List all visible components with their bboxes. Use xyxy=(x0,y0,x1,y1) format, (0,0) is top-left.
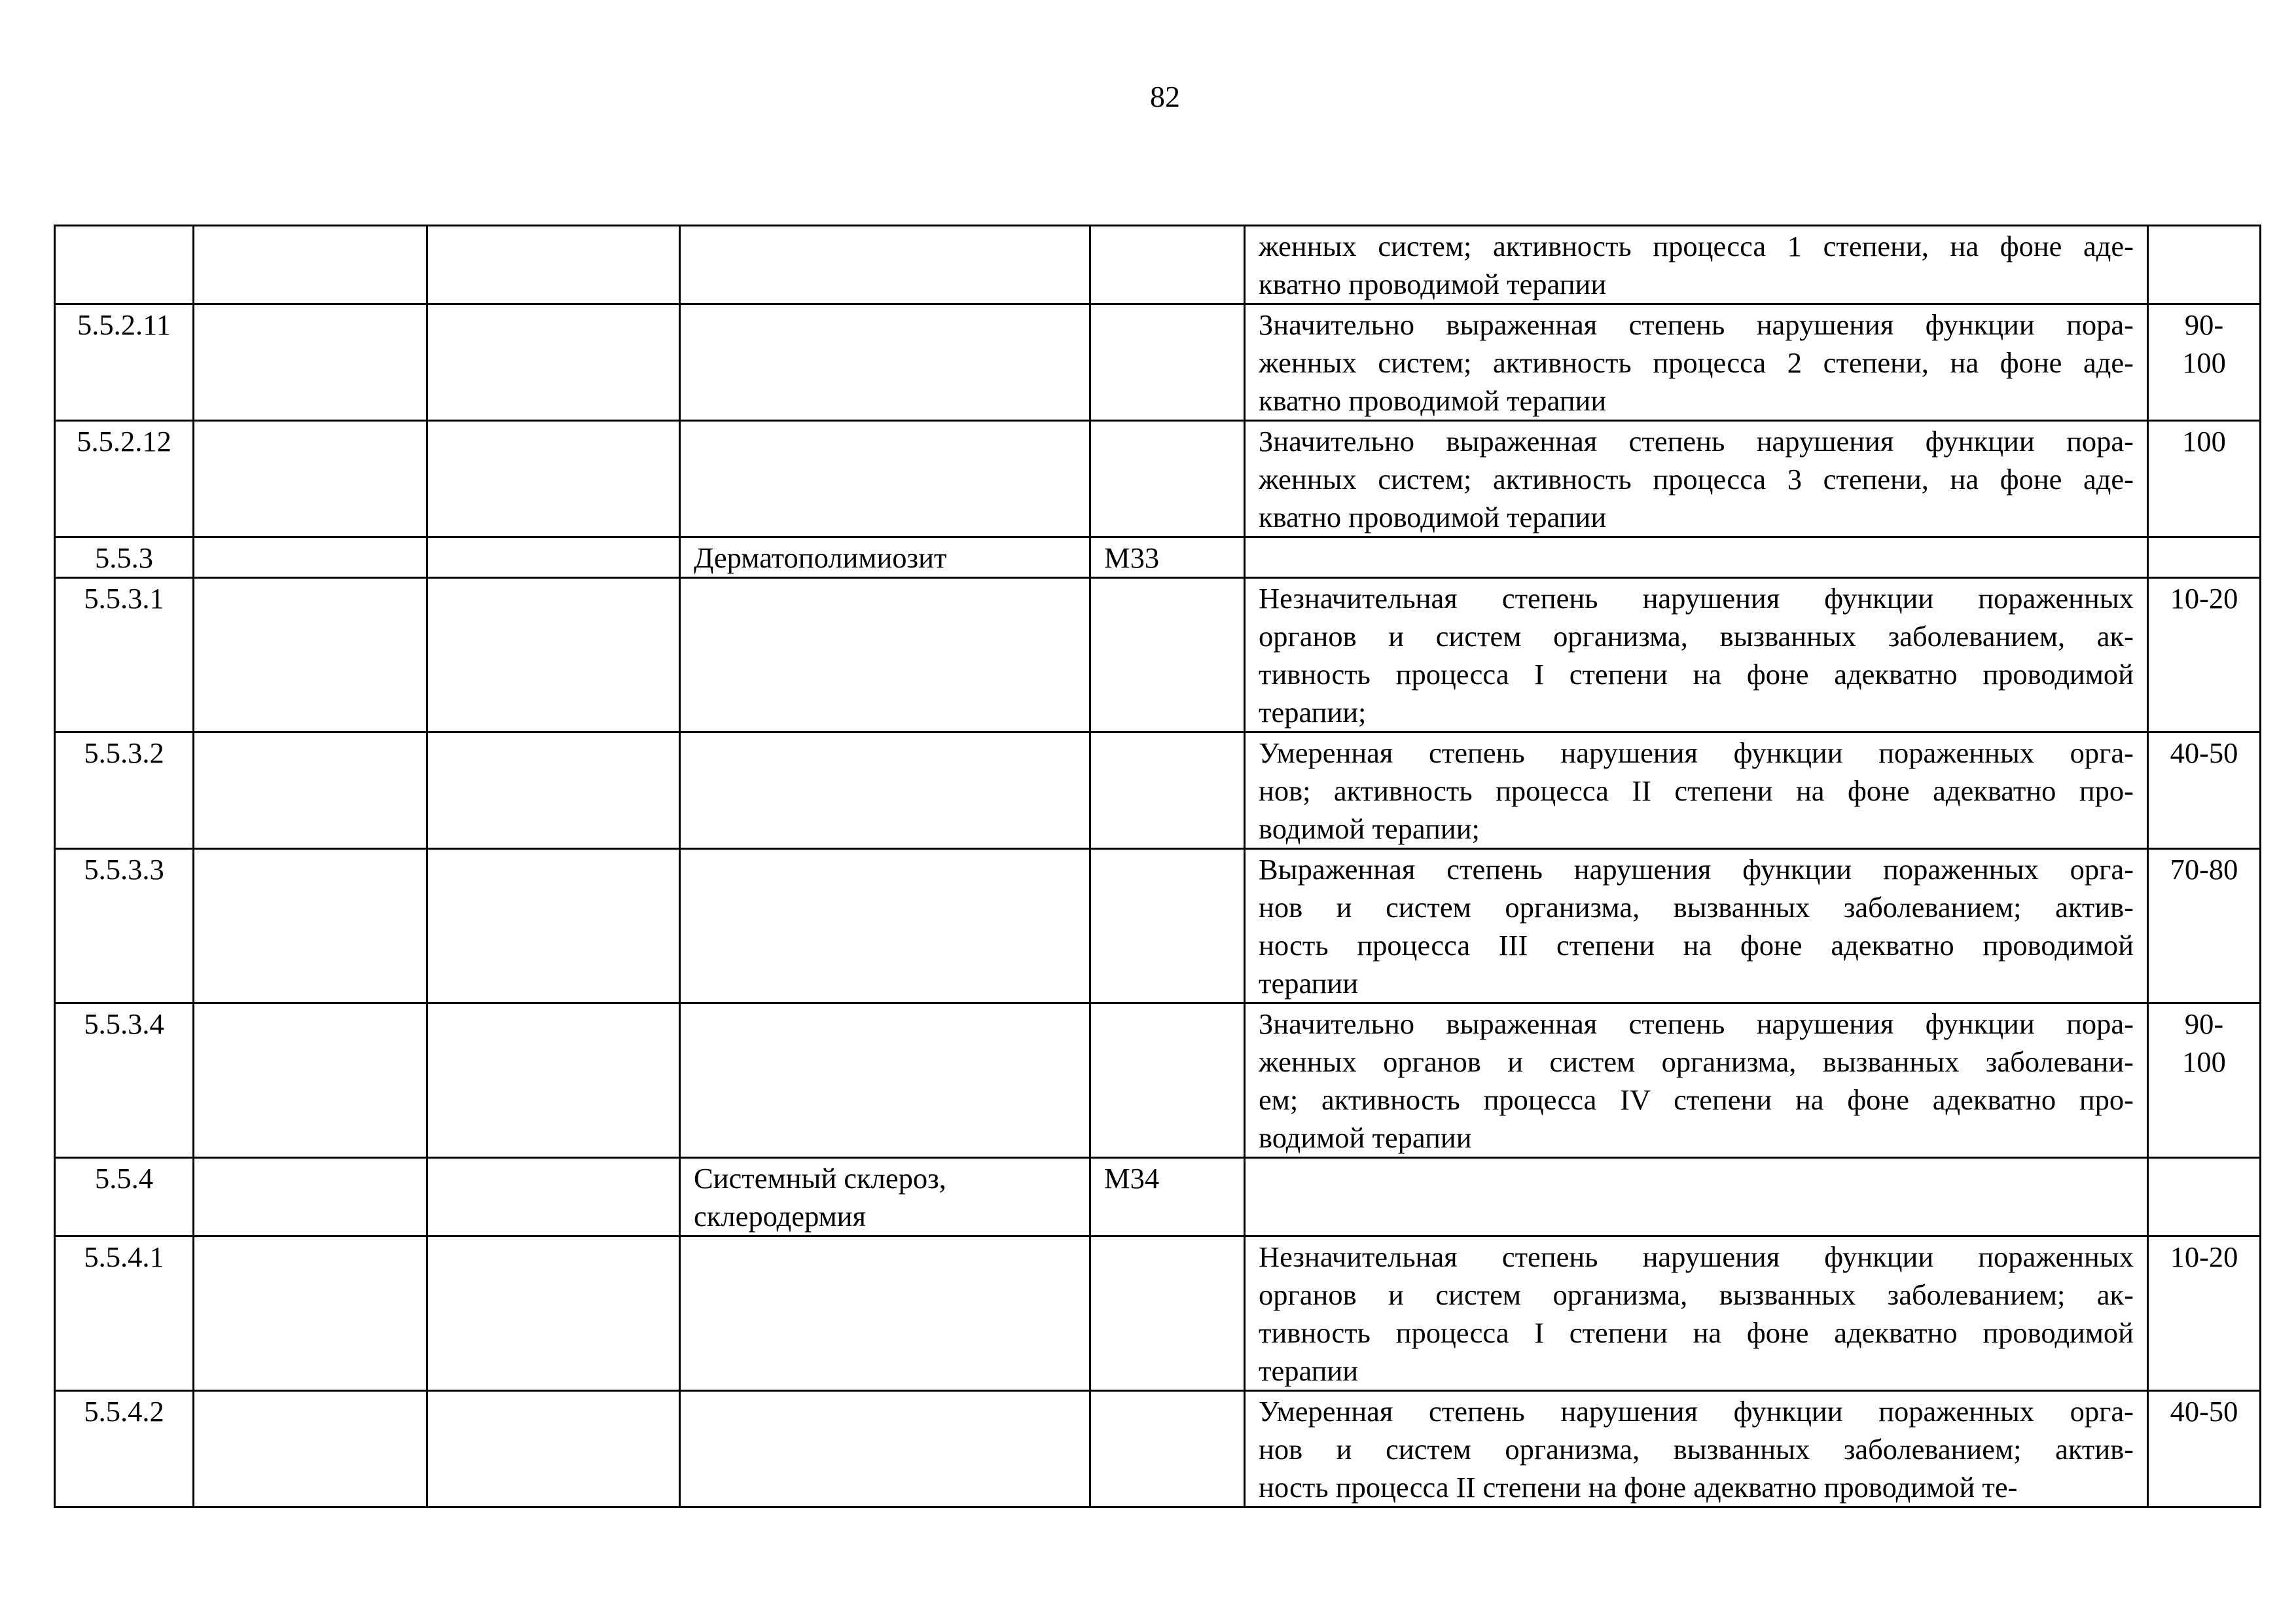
impairment-description-cell xyxy=(1245,578,2148,732)
item-code-cell: 5.5.4.2 xyxy=(55,1391,194,1507)
icd-code-cell xyxy=(1090,1003,1245,1158)
percentage-cell xyxy=(2148,1236,2261,1391)
icd-code-cell xyxy=(1090,849,1245,1003)
desc-line: водимой терапии; xyxy=(1259,812,1480,845)
percentage-cell xyxy=(2148,537,2261,578)
item-code-cell: 5.5.2.11 xyxy=(55,304,194,421)
desc-line: терапии; xyxy=(1259,696,1367,729)
impairment-description-cell xyxy=(1245,1236,2148,1391)
pct-line: 90- xyxy=(2184,1007,2224,1040)
empty-cell xyxy=(194,304,427,421)
empty-cell xyxy=(194,578,427,732)
desc-line: ность процесса II степени на фоне адекватно проводимой те- xyxy=(1259,1471,2018,1504)
desc-line: ем; активность процесса IV степени на фоне адекватно про- xyxy=(1259,1083,2134,1116)
pct-line: 10-20 xyxy=(2170,1240,2238,1273)
desc-line: органов и систем организма, вызванных заболеванием; ак- xyxy=(1259,1278,2134,1311)
impairment-description-cell xyxy=(1245,304,2148,421)
disease-name-cell xyxy=(680,537,1090,578)
percentage-cell xyxy=(2148,1003,2261,1158)
empty-cell xyxy=(194,1391,427,1507)
name-line: склеродермия xyxy=(694,1200,866,1233)
desc-line: тивность процесса I степени на фоне адекватно проводимой xyxy=(1259,658,2134,691)
item-code-cell: 5.5.3 xyxy=(55,537,194,578)
empty-cell xyxy=(427,1391,680,1507)
table-row xyxy=(55,1158,2261,1236)
pct-line: 40-50 xyxy=(2170,736,2238,769)
desc-line: нов и систем организма, вызванных заболеванием; актив- xyxy=(1259,891,2134,924)
desc-line: Незначительная степень нарушения функции пораженных xyxy=(1259,1240,2134,1273)
empty-cell xyxy=(427,578,680,732)
disease-name-cell xyxy=(680,1391,1090,1507)
impairment-description-cell xyxy=(1245,849,2148,1003)
empty-cell xyxy=(194,1158,427,1236)
disease-name-cell xyxy=(680,421,1090,537)
pct-line: 100 xyxy=(2182,425,2226,458)
icd-code-cell xyxy=(1090,226,1245,304)
disease-name-cell xyxy=(680,1236,1090,1391)
empty-cell xyxy=(194,1236,427,1391)
percentage-cell xyxy=(2148,849,2261,1003)
empty-cell xyxy=(427,226,680,304)
impairment-description-cell xyxy=(1245,1391,2148,1507)
desc-line: кватно проводимой терапии xyxy=(1259,268,1607,300)
name-line: Дерматополимиозит xyxy=(694,541,947,574)
percentage-cell xyxy=(2148,732,2261,849)
icd-code-cell xyxy=(1090,578,1245,732)
table-row xyxy=(55,1391,2261,1507)
icd-code-cell xyxy=(1090,421,1245,537)
table-row xyxy=(55,1236,2261,1391)
disease-name-cell xyxy=(680,1003,1090,1158)
pct-line: 100 xyxy=(2182,346,2226,379)
table-row xyxy=(55,226,2261,304)
table-row xyxy=(55,578,2261,732)
name-line: Системный склероз, xyxy=(694,1162,946,1195)
item-code-cell: 5.5.3.2 xyxy=(55,732,194,849)
percentage-cell xyxy=(2148,1391,2261,1507)
icd-code-cell xyxy=(1090,1391,1245,1507)
desc-line: Выраженная степень нарушения функции пораженных орга- xyxy=(1259,853,2134,886)
percentage-cell xyxy=(2148,226,2261,304)
icd-code-cell: М33 xyxy=(1090,537,1245,578)
icd-code-cell xyxy=(1090,1236,1245,1391)
desc-line: Умеренная степень нарушения функции пораженных орга- xyxy=(1259,736,2134,769)
empty-cell xyxy=(427,421,680,537)
impairment-description-cell xyxy=(1245,421,2148,537)
desc-line: нов; активность процесса II степени на фоне адекватно про- xyxy=(1259,774,2134,807)
desc-line: Значительно выраженная степень нарушения функции пора- xyxy=(1259,425,2134,458)
table-row xyxy=(55,304,2261,421)
table-row xyxy=(55,421,2261,537)
desc-line: женных систем; активность процесса 1 степени, на фоне аде- xyxy=(1259,230,2134,262)
disease-name-cell xyxy=(680,732,1090,849)
empty-cell xyxy=(427,1158,680,1236)
impairment-description-cell xyxy=(1245,1003,2148,1158)
page-number: 82 xyxy=(1150,80,1180,113)
empty-cell xyxy=(194,849,427,1003)
item-code-cell xyxy=(55,226,194,304)
table-row xyxy=(55,732,2261,849)
desc-line: женных систем; активность процесса 2 степени, на фоне аде- xyxy=(1259,346,2134,379)
desc-line: терапии xyxy=(1259,967,1359,1000)
empty-cell xyxy=(194,421,427,537)
disease-name-cell xyxy=(680,1158,1090,1236)
desc-line: тивность процесса I степени на фоне адекватно проводимой xyxy=(1259,1316,2134,1349)
pct-line: 70-80 xyxy=(2170,853,2238,886)
table-row xyxy=(55,1003,2261,1158)
empty-cell xyxy=(194,226,427,304)
empty-cell xyxy=(194,1003,427,1158)
disease-name-cell xyxy=(680,226,1090,304)
pct-line: 100 xyxy=(2182,1045,2226,1078)
desc-line: Значительно выраженная степень нарушения функции пора- xyxy=(1259,308,2134,341)
item-code-cell: 5.5.3.3 xyxy=(55,849,194,1003)
icd-code-cell xyxy=(1090,732,1245,849)
empty-cell xyxy=(194,732,427,849)
desc-line: ность процесса III степени на фоне адекватно проводимой xyxy=(1259,929,2134,962)
item-code-cell: 5.5.3.1 xyxy=(55,578,194,732)
disease-name-cell xyxy=(680,304,1090,421)
disease-name-cell xyxy=(680,578,1090,732)
percentage-cell xyxy=(2148,304,2261,421)
empty-cell xyxy=(194,537,427,578)
icd-code-cell xyxy=(1090,304,1245,421)
item-code-cell: 5.5.4 xyxy=(55,1158,194,1236)
empty-cell xyxy=(427,732,680,849)
impairment-description-cell xyxy=(1245,537,2148,578)
item-code-cell: 5.5.4.1 xyxy=(55,1236,194,1391)
desc-line: кватно проводимой терапии xyxy=(1259,384,1607,417)
pct-line: 90- xyxy=(2184,308,2224,341)
desc-line: Значительно выраженная степень нарушения функции пора- xyxy=(1259,1007,2134,1040)
impairment-description-cell xyxy=(1245,732,2148,849)
disability-criteria-table xyxy=(54,225,2261,1508)
percentage-cell xyxy=(2148,578,2261,732)
desc-line: женных органов и систем организма, вызванных заболевани- xyxy=(1259,1045,2134,1078)
icd-code-cell: М34 xyxy=(1090,1158,1245,1236)
item-code-cell: 5.5.2.12 xyxy=(55,421,194,537)
table-row xyxy=(55,537,2261,578)
percentage-cell xyxy=(2148,421,2261,537)
item-code-cell: 5.5.3.4 xyxy=(55,1003,194,1158)
desc-line: терапии xyxy=(1259,1354,1359,1387)
disease-name-cell xyxy=(680,849,1090,1003)
desc-line: Умеренная степень нарушения функции пораженных орга- xyxy=(1259,1395,2134,1428)
desc-line: Незначительная степень нарушения функции пораженных xyxy=(1259,582,2134,615)
desc-line: кватно проводимой терапии xyxy=(1259,501,1607,533)
impairment-description-cell xyxy=(1245,226,2148,304)
empty-cell xyxy=(427,1236,680,1391)
desc-line: нов и систем организма, вызванных заболеванием; актив- xyxy=(1259,1433,2134,1466)
empty-cell xyxy=(427,537,680,578)
table-row xyxy=(55,849,2261,1003)
percentage-cell xyxy=(2148,1158,2261,1236)
empty-cell xyxy=(427,849,680,1003)
desc-line: женных систем; активность процесса 3 степени, на фоне аде- xyxy=(1259,463,2134,496)
pct-line: 10-20 xyxy=(2170,582,2238,615)
empty-cell xyxy=(427,1003,680,1158)
desc-line: органов и систем организма, вызванных заболеванием, ак- xyxy=(1259,620,2134,653)
pct-line: 40-50 xyxy=(2170,1395,2238,1428)
impairment-description-cell xyxy=(1245,1158,2148,1236)
empty-cell xyxy=(427,304,680,421)
desc-line: водимой терапии xyxy=(1259,1121,1472,1154)
